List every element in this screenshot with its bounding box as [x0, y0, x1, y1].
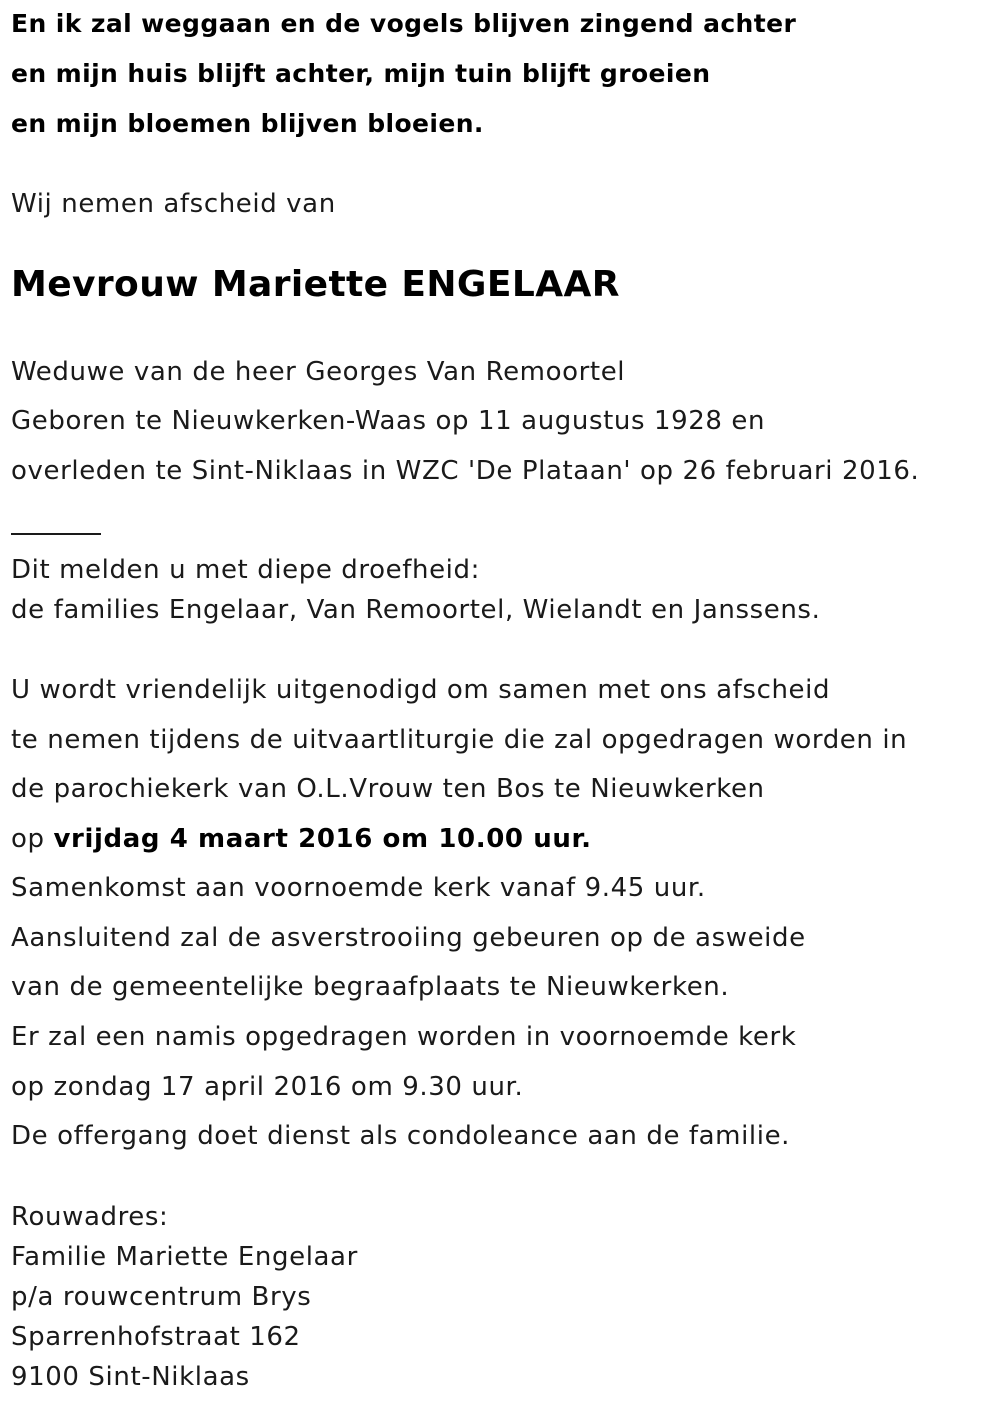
deceased-name: Mevrouw Mariette ENGELAAR: [11, 264, 620, 305]
service-line-6: Aansluitend zal de asverstrooiing gebeuren op de asweide: [11, 923, 806, 953]
service-line-2: te nemen tijdens de uitvaartliturgie die zal opgedragen worden in: [11, 725, 908, 755]
service-date-prefix: op: [11, 824, 54, 854]
bio-line-1: Weduwe van de heer Georges Van Remoortel: [11, 357, 626, 387]
service-line-3: de parochiekerk van O.L.Vrouw ten Bos te Nieuwkerken: [11, 774, 765, 804]
poem-line-1: En ik zal weggaan en de vogels blijven zingend achter: [11, 9, 797, 38]
address-label: Rouwadres:: [11, 1202, 169, 1232]
address-line-4: 9100 Sint-Niklaas: [11, 1362, 250, 1392]
address-line-1: Familie Mariette Engelaar: [11, 1242, 358, 1272]
separator-line: [11, 533, 101, 535]
service-line-1: U wordt vriendelijk uitgenodigd om samen met ons afscheid: [11, 675, 831, 705]
intro-text: Wij nemen afscheid van: [11, 189, 336, 219]
service-line-4: [11, 823, 592, 855]
bio-line-2: Geboren te Nieuwkerken-Waas op 11 augustus 1928 en: [11, 406, 766, 436]
service-line-7: van de gemeentelijke begraafplaats te Nieuwkerken.: [11, 972, 730, 1002]
bio-line-3: overleden te Sint-Niklaas in WZC 'De Plataan' op 26 februari 2016.: [11, 456, 920, 486]
announcement-line-1: Dit melden u met diepe droefheid:: [11, 555, 480, 585]
poem-line-2: en mijn huis blijft achter, mijn tuin blijft groeien: [11, 59, 711, 88]
service-line-8: Er zal een namis opgedragen worden in voornoemde kerk: [11, 1022, 797, 1052]
address-line-3: Sparrenhofstraat 162: [11, 1322, 301, 1352]
service-line-5: Samenkomst aan voornoemde kerk vanaf 9.45 uur.: [11, 873, 706, 903]
service-line-9: op zondag 17 april 2016 om 9.30 uur.: [11, 1072, 524, 1102]
announcement-line-2: de families Engelaar, Van Remoortel, Wielandt en Janssens.: [11, 595, 821, 625]
address-line-2: p/a rouwcentrum Brys: [11, 1282, 312, 1312]
poem-line-3: en mijn bloemen blijven bloeien.: [11, 109, 484, 138]
service-line-10: De offergang doet dienst als condoleance aan de familie.: [11, 1121, 791, 1151]
service-date: vrijdag 4 maart 2016 om 10.00 uur.: [53, 824, 592, 854]
